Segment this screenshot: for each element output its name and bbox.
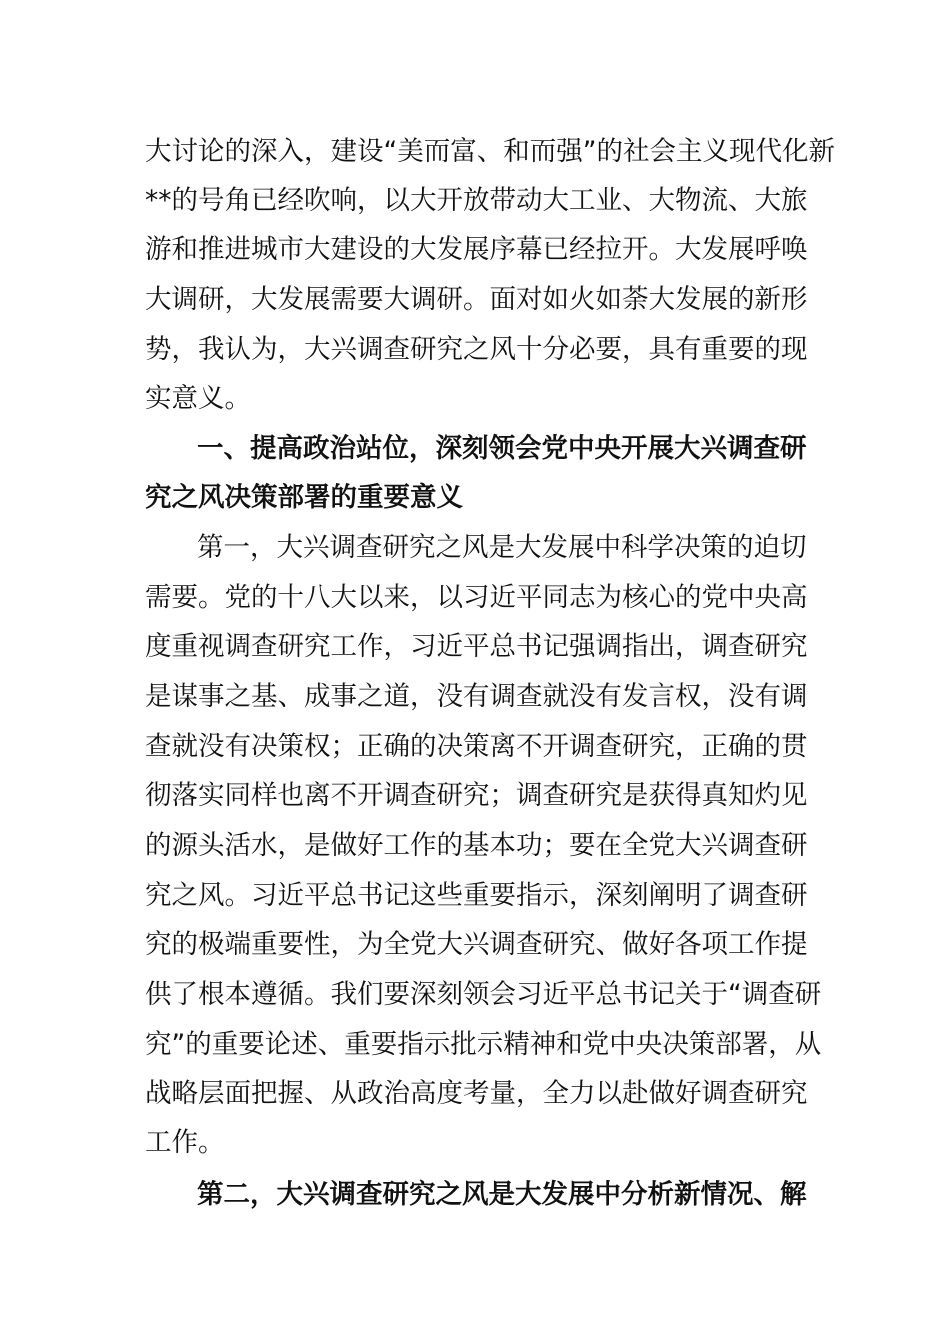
paragraph-line: 势，我认为，大兴调查研究之风十分必要，具有重要的现	[145, 334, 808, 365]
paragraph-line: 是谋事之基、成事之道，没有调查就没有发言权，没有调	[145, 681, 808, 712]
paragraph-line: **的号角已经吹响，以大开放带动大工业、大物流、大旅	[145, 185, 808, 216]
paragraph-line: 大调研，大发展需要大调研。面对如火如荼大发展的新形	[145, 284, 808, 315]
paragraph-line: 查就没有决策权；正确的决策离不开调查研究，正确的贯	[145, 731, 808, 762]
paragraph-line: 究的极端重要性，为全党大兴调查研究、做好各项工作提	[145, 929, 808, 960]
paragraph-line: 究”的重要论述、重要指示批示精神和党中央决策部署，从	[145, 1029, 822, 1060]
paragraph-line: 的源头活水，是做好工作的基本功；要在全党大兴调查研	[145, 830, 808, 861]
paragraph-line: 究之风。习近平总书记这些重要指示，深刻阐明了调查研	[145, 880, 808, 911]
section-heading: 究之风决策部署的重要意义	[145, 482, 463, 513]
paragraph-line: 彻落实同样也离不开调查研究；调查研究是获得真知灼见	[145, 780, 808, 811]
paragraph-line: 度重视调查研究工作，习近平总书记强调指出，调查研究	[145, 631, 808, 662]
paragraph-line: 供了根本遵循。我们要深刻领会习近平总书记关于“调查研	[145, 979, 822, 1010]
paragraph-line: 战略层面把握、从政治高度考量，全力以赴做好调查研究	[145, 1078, 808, 1109]
paragraph-line: 大讨论的深入，建设“美而富、和而强”的社会主义现代化新	[145, 136, 835, 167]
section-heading: 一、提高政治站位，深刻领会党中央开展大兴调查研	[197, 433, 807, 464]
paragraph-line: 游和推进城市大建设的大发展序幕已经拉开。大发展呼唤	[145, 234, 808, 265]
paragraph-line: 工作。	[145, 1127, 225, 1158]
paragraph-line: 实意义。	[145, 383, 251, 414]
paragraph-line: 第一，大兴调查研究之风是大发展中科学决策的迫切	[197, 532, 807, 563]
paragraph-line: 需要。党的十八大以来，以习近平同志为核心的党中央高	[145, 582, 808, 613]
section-heading: 第二，大兴调查研究之风是大发展中分析新情况、解	[197, 1179, 807, 1210]
